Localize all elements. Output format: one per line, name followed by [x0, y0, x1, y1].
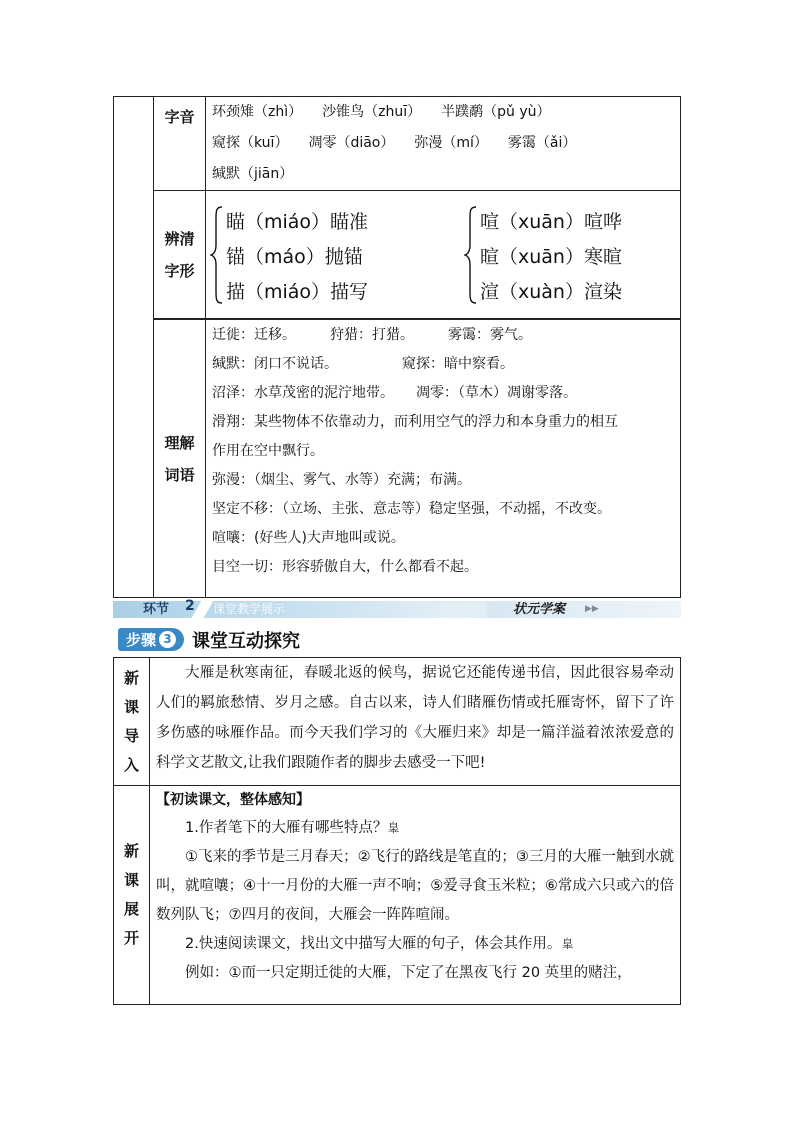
- zi-yin-label: 字音: [154, 97, 206, 190]
- zi-yin-row: [154, 97, 680, 191]
- li-jie-row: [154, 319, 680, 597]
- double-arrow-icon: ▶▶: [585, 604, 599, 614]
- answer-1: ①飞来的季节是三月春天；②飞行的路线是笔直的；③三月的大雁一触到水就叫，就喧嚷；④十一月份的大雁一声不响；⑤爱寻食玉米粒；⑥常成六只或六的倍数列队飞；⑦四月的夜间，大雁会一阵阵喧闹。: [156, 849, 674, 923]
- step-pill: 步骤 3: [118, 628, 184, 651]
- zhankai-body: [150, 786, 680, 1004]
- word-definition: 沼泽：水草茂密的泥泞地带。 凋零：（草木）凋谢零落。: [212, 385, 577, 401]
- intro-paragraph: 大雁是秋寒南征，春暖北返的候鸟，据说它还能传递书信，因此很容易牵动人们的羁旅愁情、岁月之感。自古以来，诗人们睹雁伤情或托雁寄怀，留下了许多伤感的咏雁作品。而今天我们学习的《大雁归来》却是一篇洋溢着浓浓爱意的科学文艺散文,让我们跟随作者的脚步去感受一下吧!: [156, 665, 674, 771]
- bian-qing-label: 辨清 字形: [154, 191, 206, 318]
- pen-mark-icon: 𦤎: [561, 937, 574, 951]
- word-definition: 目空一切：形容骄傲自大，什么都看不起。: [212, 559, 478, 575]
- section-banner: [113, 598, 681, 618]
- bian-qing-row: [154, 191, 680, 319]
- banner-number: 2: [185, 598, 195, 614]
- word-definition: 坚定不移：（立场、主张、意志等）稳定坚强，不动摇，不改变。: [212, 501, 611, 517]
- question-1: 1.作者笔下的大雁有哪些特点？𦤎: [185, 820, 400, 836]
- section-subheading: 【初读课文，整体感知】: [156, 792, 310, 808]
- word-definition: 弥漫：（烟尘、雾气、水等）充满；布满。: [212, 472, 471, 488]
- char-item: 暄（xuān）寒暄: [480, 246, 622, 268]
- intro-row: [114, 658, 680, 786]
- pen-mark-icon: 𦤎: [387, 821, 400, 835]
- banner-huanjie: 环节: [143, 602, 170, 617]
- zi-yin-line: 环颈雉（zhì） 沙锥鸟（zhuī） 半蹼鹬（pǔ yù）: [212, 104, 551, 120]
- left-brace-icon: [210, 205, 224, 305]
- word-definition: 喧嚷：(好些人)大声地叫或说。: [212, 530, 405, 546]
- word-definition: 作用在空中飘行。: [212, 443, 324, 459]
- char-item: 锚（máo）抛锚: [226, 246, 363, 268]
- step-number-badge: 3: [159, 631, 176, 648]
- vocab-table-left-column: [114, 97, 154, 597]
- char-item: 瞄（miáo）瞄准: [226, 211, 369, 233]
- banner-brand: 状元学案: [513, 602, 566, 617]
- word-definition: 迁徙：迁移。 狩猎：打猎。 雾霭：雾气。: [212, 327, 532, 343]
- zhankai-row: [114, 786, 680, 1004]
- word-definition: 滑翔：某些物体不依靠动力，而利用空气的浮力和本身重力的相互: [212, 414, 618, 430]
- li-jie-content: [206, 320, 680, 597]
- li-jie-label: 理解 词语: [154, 320, 206, 597]
- word-definition: 缄默：闭口不说话。 窥探：暗中察看。: [212, 356, 514, 372]
- char-item: 渲（xuàn）渲染: [480, 281, 622, 303]
- intro-body: [150, 658, 680, 785]
- zi-yin-content: [206, 97, 680, 190]
- example-text: 例如：①而一只定期迁徙的大雁，下定了在黑夜飞行 20 英里的赌注，: [185, 965, 632, 981]
- question-2: 2.快速阅读课文，找出文中描写大雁的句子，体会其作用。𦤎: [185, 936, 574, 952]
- vocab-table: [113, 96, 681, 598]
- char-item: 描（miáo）描写: [226, 281, 369, 303]
- step-heading: [118, 628, 300, 651]
- zi-yin-line: 窥探（kuī） 凋零（diāo） 弥漫（mí） 雾霭（ǎi）: [212, 135, 577, 151]
- banner-slash-decoration: [192, 599, 215, 618]
- char-group-left: [210, 205, 450, 303]
- left-brace-icon: [464, 205, 478, 305]
- intro-label: 新 课 导 入: [114, 658, 150, 785]
- zi-yin-line: 缄默（jiān）: [212, 166, 294, 182]
- char-group-right: [464, 205, 704, 303]
- banner-title: 课堂教学展示: [213, 602, 286, 616]
- lesson-table: [113, 657, 681, 1005]
- bian-qing-content: [206, 191, 680, 318]
- step-title: 课堂互动探究: [192, 630, 301, 652]
- zhankai-label: 新 课 展 开: [114, 786, 150, 1004]
- char-item: 喧（xuān）喧哗: [480, 211, 622, 233]
